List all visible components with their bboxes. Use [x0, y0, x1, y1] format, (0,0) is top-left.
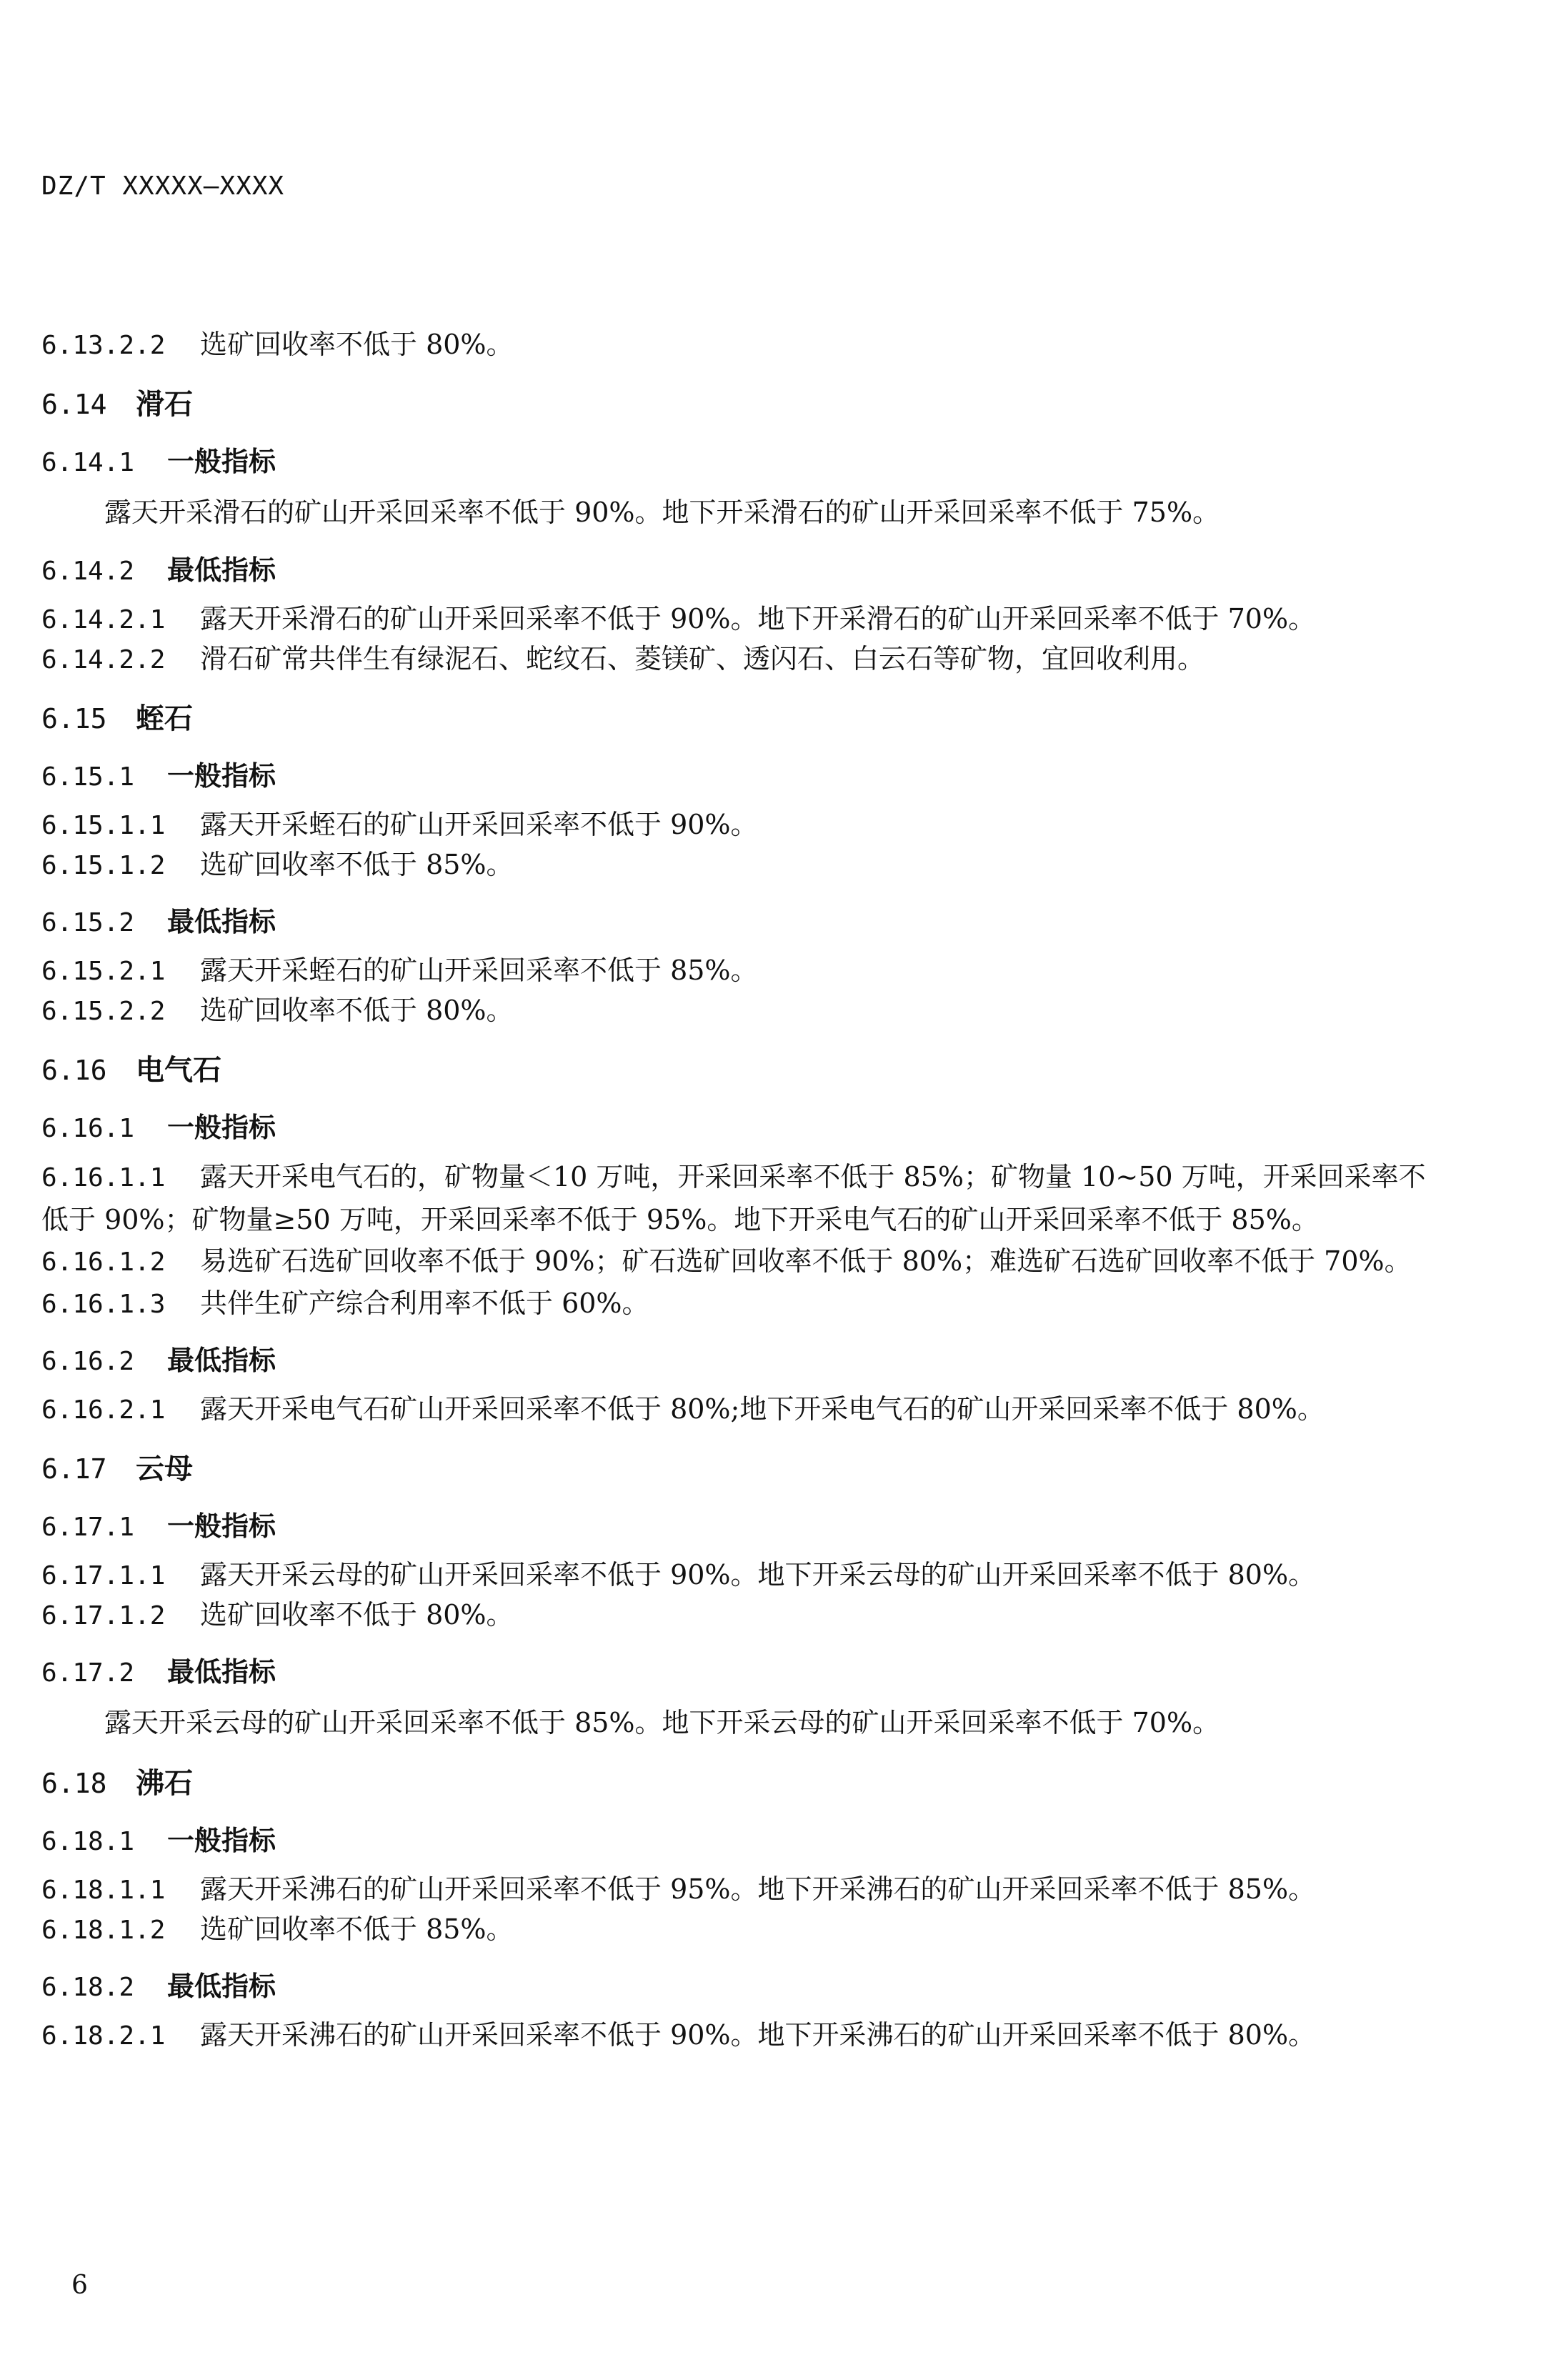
section-title: 云母 — [136, 1453, 193, 1485]
clause-text: 选矿回收率不低于 85%。 — [200, 849, 514, 880]
section-6-14-1-heading — [41, 442, 1442, 482]
section-6-17-heading — [41, 1449, 1442, 1489]
clause-text: 共伴生矿产综合利用率不低于 60%。 — [200, 1288, 649, 1319]
clause-text: 露天开采云母的矿山开采回采率不低于 90%。地下开采云母的矿山开采回采率不低于 80%。 — [200, 1559, 1316, 1590]
section-title: 最低指标 — [167, 906, 276, 937]
clause-text: 露天开采电气石矿山开采回采率不低于 80%;地下开采电气石的矿山开采回采率不低于 80%。 — [200, 1393, 1325, 1425]
section-title: 滑石 — [136, 388, 193, 421]
section-number: 6.14 — [41, 389, 107, 420]
section-number: 6.14.2 — [41, 557, 135, 586]
clause-number: 6.16.1.2 — [41, 1248, 166, 1277]
clause-6-16-2-1 — [41, 1389, 1442, 1429]
clause-number: 6.18.2.1 — [41, 2021, 166, 2051]
section-number: 6.18.1 — [41, 1827, 135, 1856]
section-6-15-2-heading — [41, 902, 1442, 942]
clause-text: 选矿回收率不低于 80%。 — [200, 995, 514, 1026]
clause-number: 6.17.1.2 — [41, 1601, 166, 1630]
section-title: 一般指标 — [167, 446, 276, 477]
section-6-14-2-heading — [41, 550, 1442, 590]
section-6-16-heading — [41, 1050, 1442, 1090]
clause-number: 6.17.1.1 — [41, 1561, 166, 1590]
section-number: 6.16.1 — [41, 1114, 135, 1143]
section-6-17-1-heading — [41, 1506, 1442, 1546]
clause-text: 露天开采电气石的，矿物量＜10 万吨，开采回采率不低于 85%；矿物量 10~50 万吨，开采回采率不低于 90%；矿物量≥50 万吨，开采回采率不低于 95%。地下开采电气石的矿山开采回采率不低于 85%。 — [41, 1161, 1426, 1235]
section-title: 电气石 — [136, 1054, 221, 1087]
section-number: 6.17.2 — [41, 1658, 135, 1688]
section-number: 6.18 — [41, 1768, 107, 1799]
section-title: 最低指标 — [167, 1656, 276, 1688]
section-6-14-heading — [41, 384, 1442, 424]
paragraph-6-17-2: 露天开采云母的矿山开采回采率不低于 85%。地下开采云母的矿山开采回采率不低于 70%。 — [104, 1707, 1220, 1738]
section-number: 6.15 — [41, 703, 107, 735]
clause-6-15-1-1 — [41, 805, 1442, 845]
page-content — [41, 316, 1442, 2055]
clause-6-13-2-2 — [41, 324, 1442, 364]
clause-6-18-1-1 — [41, 1869, 1442, 1909]
clause-number: 6.14.2.2 — [41, 645, 166, 674]
section-number: 6.17.1 — [41, 1513, 135, 1542]
clause-6-16-1-2 — [41, 1240, 1442, 1283]
section-title: 一般指标 — [167, 1510, 276, 1542]
section-6-18-heading — [41, 1763, 1442, 1803]
section-6-15-1-heading — [41, 756, 1442, 796]
clause-text: 露天开采蛭石的矿山开采回采率不低于 90%。 — [200, 809, 758, 840]
section-title: 最低指标 — [167, 554, 276, 586]
section-number: 6.14.1 — [41, 448, 135, 477]
section-6-18-1-heading — [41, 1821, 1442, 1861]
clause-number: 6.15.1.2 — [41, 851, 166, 880]
clause-6-15-2-1 — [41, 950, 1442, 990]
clause-text: 滑石矿常共伴生有绿泥石、蛇纹石、菱镁矿、透闪石、白云石等矿物，宜回收利用。 — [200, 643, 1205, 674]
section-6-16-2-heading — [41, 1340, 1442, 1380]
clause-6-18-2-1 — [41, 2015, 1442, 2055]
clause-text: 露天开采滑石的矿山开采回采率不低于 90%。地下开采滑石的矿山开采回采率不低于 70%。 — [200, 603, 1316, 634]
clause-6-17-1-2 — [41, 1595, 1442, 1635]
clause-number: 6.16.2.1 — [41, 1395, 166, 1425]
clause-number: 6.15.1.1 — [41, 811, 166, 840]
clause-text: 选矿回收率不低于 85%。 — [200, 1913, 514, 1945]
clause-number: 6.16.1.3 — [41, 1290, 166, 1319]
section-number: 6.16.2 — [41, 1347, 135, 1376]
section-title: 蛭石 — [136, 702, 193, 735]
section-title: 一般指标 — [167, 760, 276, 792]
clause-6-16-1-1 — [41, 1156, 1442, 1240]
clause-6-16-1-3 — [41, 1283, 1442, 1323]
clause-text: 选矿回收率不低于 80%。 — [200, 1599, 514, 1630]
section-title: 最低指标 — [167, 1971, 276, 2002]
clause-number: 6.18.1.2 — [41, 1916, 166, 1945]
section-title: 沸石 — [136, 1767, 193, 1800]
paragraph-6-14-1: 露天开采滑石的矿山开采回采率不低于 90%。地下开采滑石的矿山开采回采率不低于 75%。 — [104, 497, 1220, 528]
clause-number: 6.13.2.2 — [41, 331, 166, 360]
section-number: 6.15.1 — [41, 762, 135, 792]
section-6-18-2-heading — [41, 1966, 1442, 2006]
clause-6-17-1-1 — [41, 1555, 1442, 1595]
page-number: 6 — [71, 2271, 88, 2300]
section-6-15-heading — [41, 699, 1442, 739]
section-title: 最低指标 — [167, 1345, 276, 1376]
clause-6-15-2-2 — [41, 990, 1442, 1030]
section-title: 一般指标 — [167, 1112, 276, 1143]
clause-number: 6.15.2.1 — [41, 957, 166, 986]
clause-text: 露天开采沸石的矿山开采回采率不低于 95%。地下开采沸石的矿山开采回采率不低于 85%。 — [200, 1873, 1316, 1905]
clause-text: 易选矿石选矿回收率不低于 90%；矿石选矿回收率不低于 80%；难选矿石选矿回收率不低于 70%。 — [200, 1245, 1412, 1277]
clause-number: 6.15.2.2 — [41, 997, 166, 1026]
clause-6-14-2-1 — [41, 599, 1442, 639]
clause-number: 6.18.1.1 — [41, 1876, 166, 1905]
clause-text: 露天开采沸石的矿山开采回采率不低于 90%。地下开采沸石的矿山开采回采率不低于 80%。 — [200, 2019, 1316, 2051]
section-number: 6.15.2 — [41, 908, 135, 937]
clause-6-14-2-2 — [41, 639, 1442, 679]
clause-6-15-1-2 — [41, 845, 1442, 885]
section-6-16-1-heading — [41, 1107, 1442, 1147]
clause-text: 选矿回收率不低于 80%。 — [200, 329, 514, 360]
section-title: 一般指标 — [167, 1825, 276, 1856]
document-code: DZ/T XXXXX—XXXX — [41, 171, 285, 201]
clause-text: 露天开采蛭石的矿山开采回采率不低于 85%。 — [200, 955, 758, 986]
section-6-17-2-heading — [41, 1652, 1442, 1692]
clause-number: 6.14.2.1 — [41, 605, 166, 634]
section-number: 6.18.2 — [41, 1973, 135, 2002]
section-number: 6.16 — [41, 1055, 107, 1086]
section-number: 6.17 — [41, 1453, 107, 1485]
clause-number: 6.16.1.1 — [41, 1163, 166, 1193]
clause-6-18-1-2 — [41, 1909, 1442, 1949]
